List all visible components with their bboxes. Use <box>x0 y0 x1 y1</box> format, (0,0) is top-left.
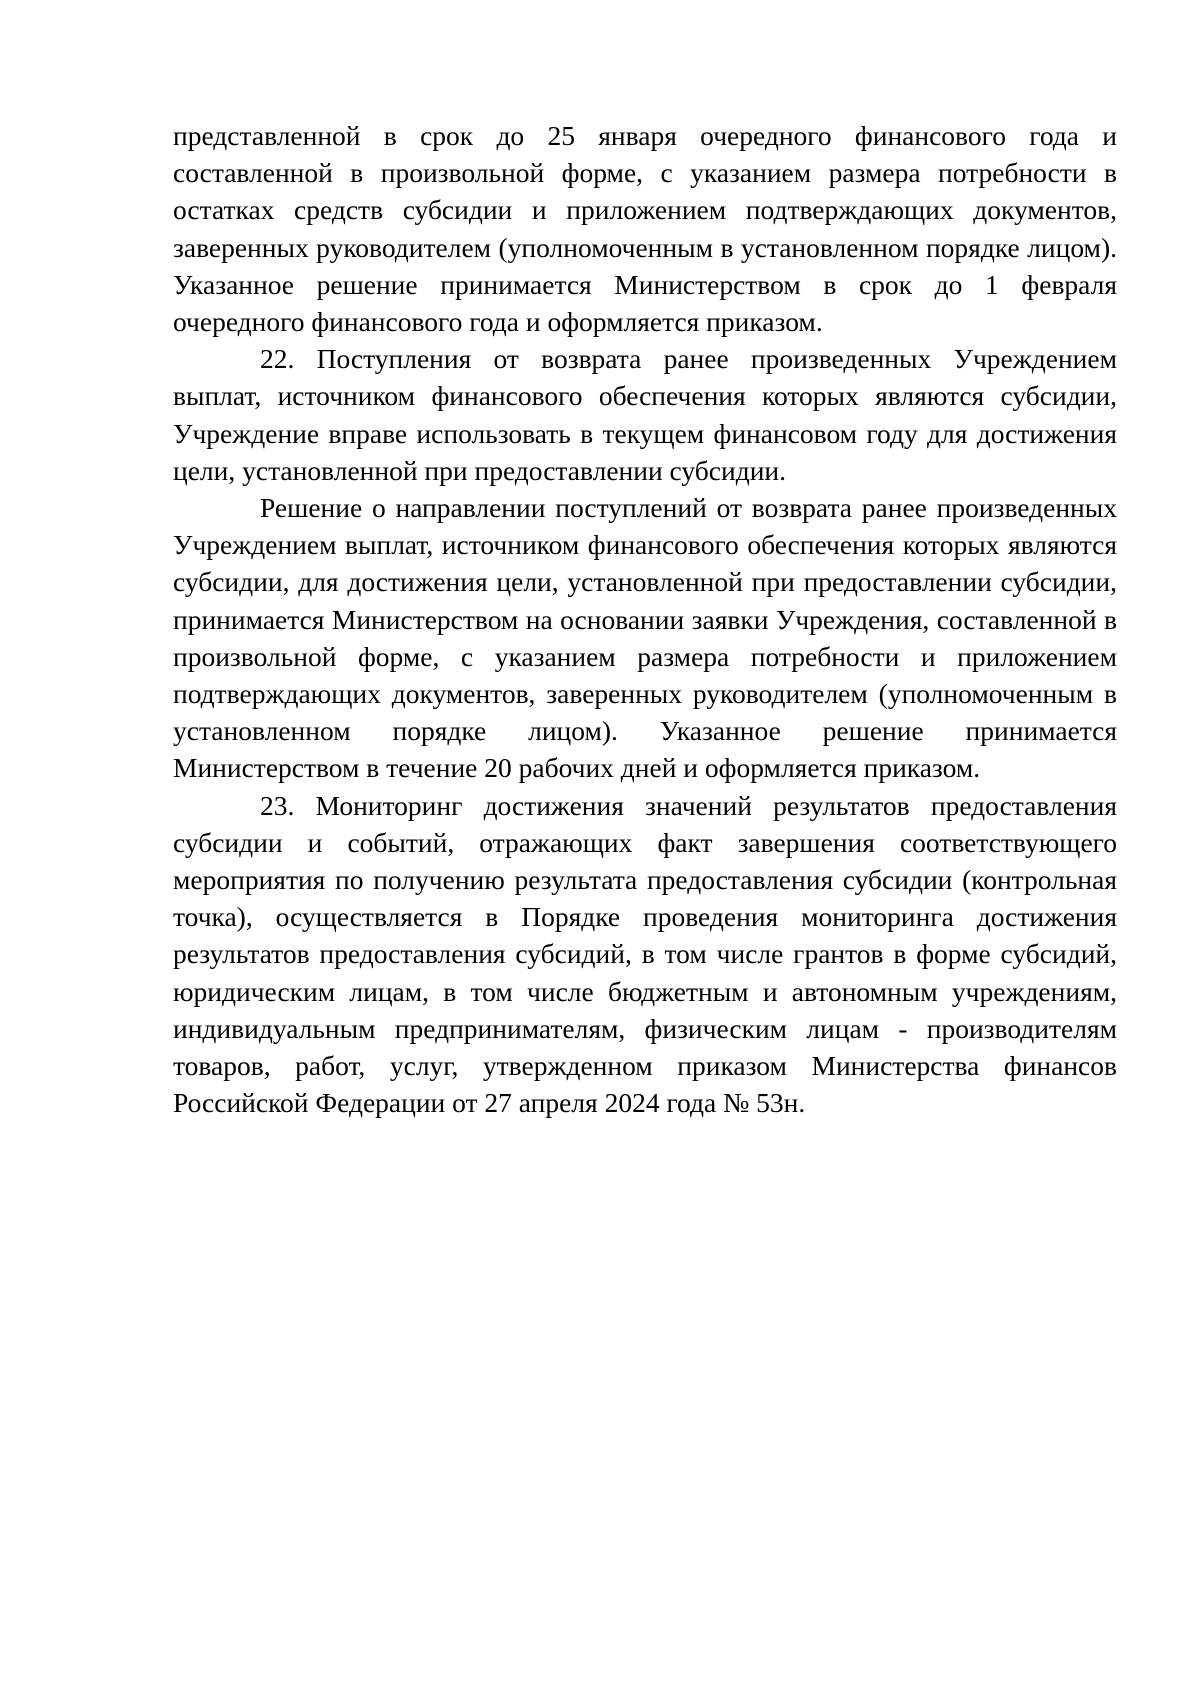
document-body <box>173 117 1117 1121</box>
paragraph-continuation: представленной в срок до 25 января очередного финансового года и составленной в произвольной форме, с указанием размера потребности в остатках средств субсидии и приложением подтверждающих документов, заверенных руководителем (уполномоченным в установленном порядке лицом). Указанное решение принимается Министерством в срок до 1 февраля очередного финансового года и оформляется приказом. <box>173 120 1117 338</box>
paragraph-item-23: 23. Мониторинг достижения значений результатов предоставления субсидии и событий, отражающих факт завершения соответствующего мероприятия по получению результата предоставления субсидии (контрольная точка), осуществляется в Порядке проведения мониторинга достижения результатов предоставления субсидий, в том числе грантов в форме субсидий, юридическим лицам, в том числе бюджетным и автономным учреждениям, индивидуальным предпринимателям, физическим лицам - производителям товаров, работ, услуг, утвержденном приказом Министерства финансов Российской Федерации от 27 апреля 2024 года № 53н. <box>173 789 1117 1119</box>
paragraph-item-22: 22. Поступления от возврата ранее произведенных Учреждением выплат, источником финансового обеспечения которых являются субсидии, Учреждение вправе использовать в текущем финансовом году для достижения цели, установленной при предоставлении субсидии. <box>173 343 1117 486</box>
paragraph-item-22-decision: Решение о направлении поступлений от возврата ранее произведенных Учреждением выплат, источником финансового обеспечения которых являются субсидии, для достижения цели, установленной при предоставлении субсидии, принимается Министерством на основании заявки Учреждения, составленной в произвольной форме, с указанием размера потребности и приложением подтверждающих документов, заверенных руководителем (уполномоченным в установленном порядке лицом). Указанное решение принимается Министерством в течение 20 рабочих дней и оформляется приказом. <box>173 492 1117 784</box>
